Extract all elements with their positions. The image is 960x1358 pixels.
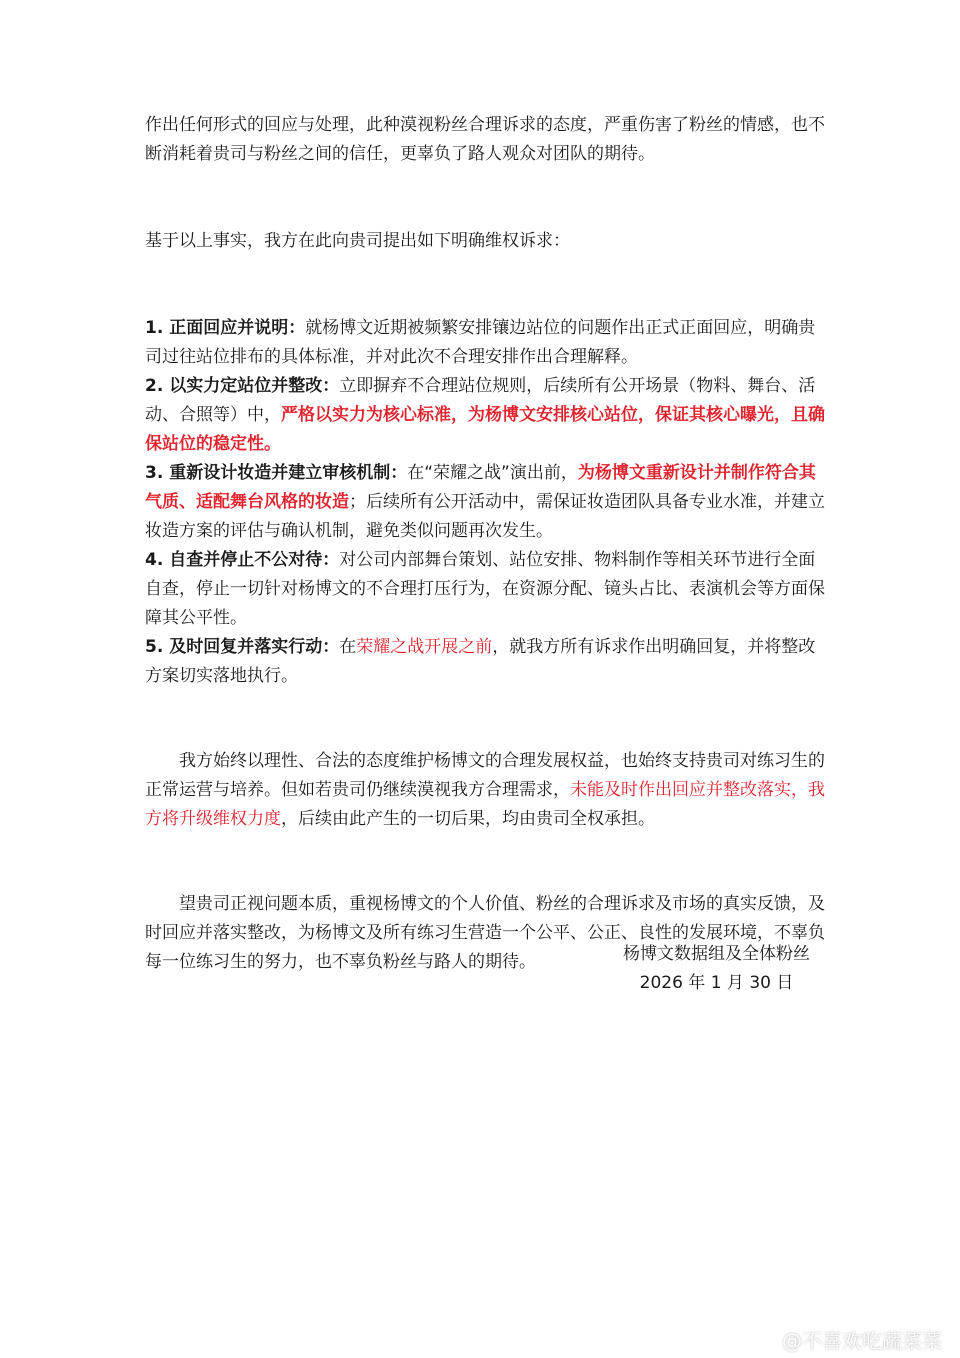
- demand-title: 1. 正面回应并说明：: [145, 318, 306, 338]
- paragraph-demands-lead: 基于以上事实，我方在此向贵司提出如下明确维权诉求：: [145, 231, 570, 251]
- signature-org: 杨博文数据组及全体粉丝: [623, 944, 810, 964]
- stance-highlight: 未能及时作出回应并整改落实，我方将升级维权力度: [145, 780, 825, 829]
- demand-item-2: [145, 372, 825, 459]
- demand-title: 4. 自查并停止不公对待：: [145, 550, 340, 570]
- paragraph-stance: [145, 747, 825, 834]
- demand-text-end: ；后续所有公开活动中，需保证妆造团队具备专业水准，并建立妆造方案的评估与确认机制，避免类似问题再次发生。: [145, 492, 825, 541]
- demand-text: 在: [339, 637, 357, 657]
- demand-text: 在“荣耀之战”演出前，: [407, 463, 578, 483]
- demand-highlight: 严格以实力为核心标准，为杨博文安排核心站位，保证其核心曝光，且确保站位的稳定性: [145, 405, 825, 454]
- demand-text: 对公司内部舞台策划、站位安排、物料制作等相关环节进行全面自查，停止一切针对杨博文的不合理打压行为，在资源分配、镜头占比、表演机会等方面保障其公平性。: [145, 550, 825, 628]
- stance-text-end: ，后续由此产生的一切后果，均由贵司全权承担。: [281, 809, 655, 829]
- demand-item-1: [145, 314, 825, 372]
- signature-block: [623, 940, 810, 998]
- demand-text: 就杨博文近期被频繁安排镶边站位的问题作出正式正面回应，明确贵司过往站位排布的具体标准，并对此次不合理安排作出合理解释。: [145, 318, 816, 367]
- demand-title: 2. 以实力定站位并整改：: [145, 376, 340, 396]
- demand-highlight: 荣耀之战开展之前: [356, 637, 493, 657]
- demand-item-4: [145, 546, 825, 633]
- watermark-handle: @不喜欢吃蔬菜菜: [782, 1329, 942, 1353]
- demand-title: 3. 重新设计妆造并建立审核机制：: [145, 463, 408, 483]
- paragraph-closing: 望贵司正视问题本质，重视杨博文的个人价值、粉丝的合理诉求及市场的真实反馈，及时回应并落实整改，为杨博文及所有练习生营造一个公平、公正、良性的发展环境，不辜负每一位练习生的努力，也不辜负粉丝与路人的期待。: [145, 894, 825, 972]
- paragraph-intro: 作出任何形式的回应与处理，此种漠视粉丝合理诉求的态度，严重伤害了粉丝的情感，也不断消耗着贵司与粉丝之间的信任，更辜负了路人观众对团队的期待。: [145, 115, 825, 164]
- demand-title: 5. 及时回复并落实行动：: [145, 637, 340, 657]
- demand-text-end: 。: [264, 434, 281, 454]
- demand-highlight: 为杨博文重新设计并制作符合其气质、适配舞台风格的妆造: [145, 463, 816, 512]
- signature-date: 2026 年 1 月 30 日: [639, 973, 794, 993]
- stance-text: 我方始终以理性、合法的态度维护杨博文的合理发展权益，也始终支持贵司对练习生的正常运营与培养。但如若贵司仍继续漠视我方合理需求，: [145, 751, 825, 800]
- weibo-icon: [754, 1331, 776, 1349]
- demand-item-5: [145, 633, 825, 691]
- demand-text-end: ，就我方所有诉求作出明确回复，并将整改方案切实落地执行。: [145, 637, 816, 686]
- weibo-watermark: [754, 1325, 942, 1354]
- demand-list: [145, 314, 825, 691]
- document-body: [145, 111, 825, 977]
- demand-text: 立即摒弃不合理站位规则，后续所有公开场景（物料、舞台、活动、合照等）中，: [145, 376, 816, 425]
- demand-item-3: [145, 459, 825, 546]
